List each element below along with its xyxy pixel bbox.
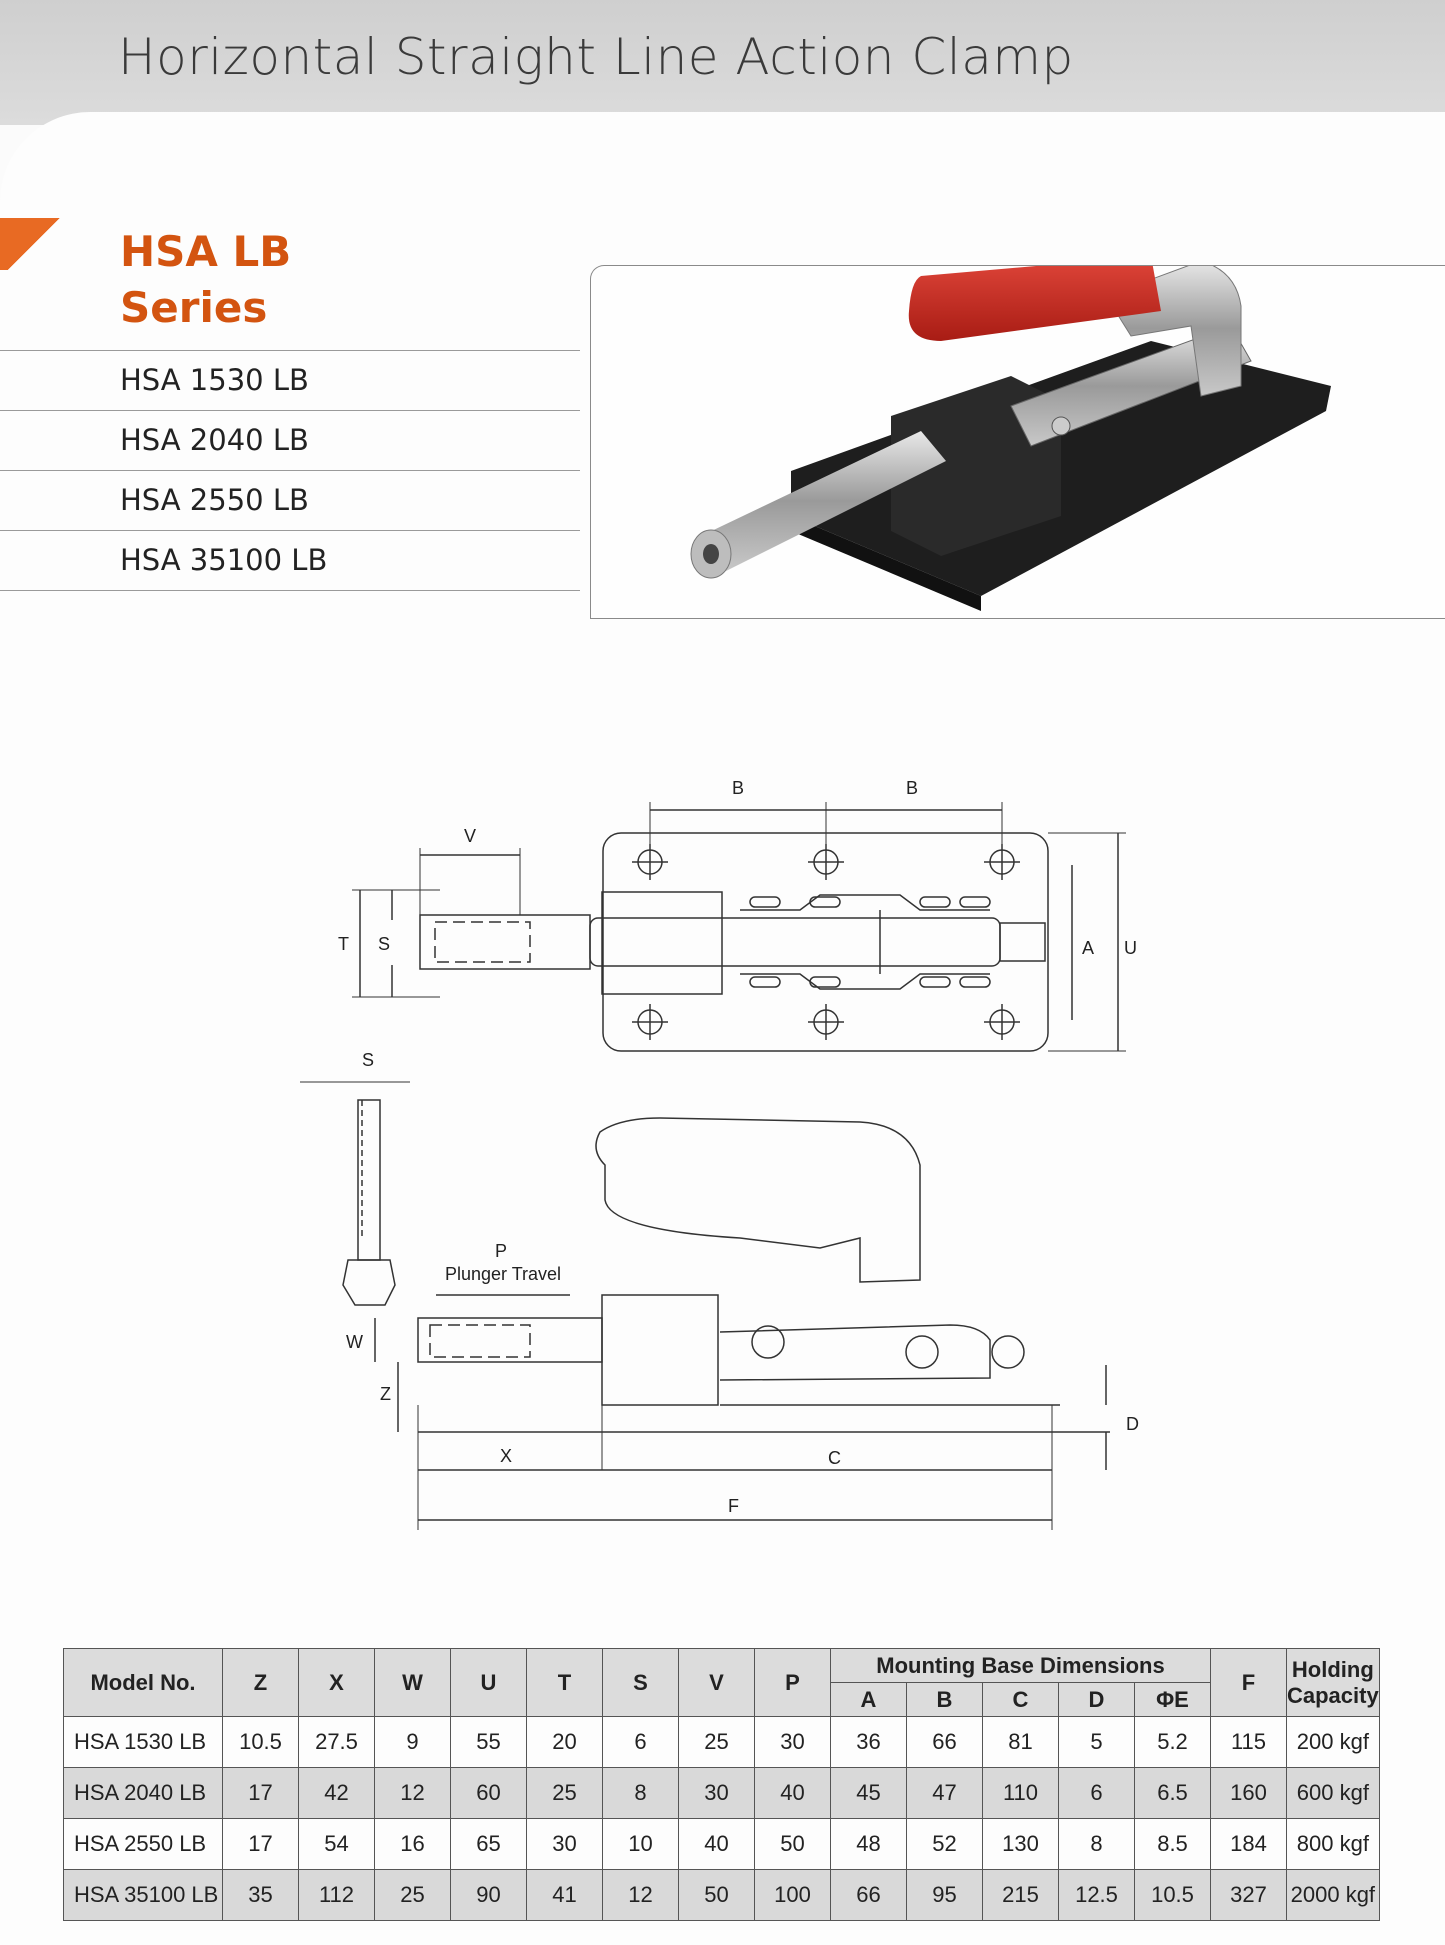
cell-value: 10.5: [223, 1717, 299, 1768]
cell-value: 66: [831, 1870, 907, 1921]
header-col: S: [603, 1649, 679, 1717]
cell-value: 30: [755, 1717, 831, 1768]
clamp-product-illustration: [591, 266, 1445, 618]
cell-value: 8: [603, 1768, 679, 1819]
cell-value: 40: [679, 1819, 755, 1870]
header-col: U: [451, 1649, 527, 1717]
header-holding-capacity: Holding Capacity: [1287, 1649, 1380, 1717]
product-photo-frame: [590, 265, 1445, 619]
cell-value: 130: [983, 1819, 1059, 1870]
end-view: [300, 1082, 410, 1305]
cell-value: 81: [983, 1717, 1059, 1768]
header-col: X: [299, 1649, 375, 1717]
model-item: HSA 2040 LB: [0, 410, 580, 470]
cell-value: 112: [299, 1870, 375, 1921]
header-col: C: [983, 1683, 1059, 1717]
header-col: A: [831, 1683, 907, 1717]
dim-label-s-end: S: [362, 1050, 375, 1070]
cell-value: 50: [679, 1870, 755, 1921]
cell-value: 12: [603, 1870, 679, 1921]
table-body: [64, 1717, 1380, 1921]
cell-value: 6.5: [1135, 1768, 1211, 1819]
table-row: [64, 1768, 1380, 1819]
cell-value: 115: [1211, 1717, 1287, 1768]
cell-value: 25: [375, 1870, 451, 1921]
cell-value: 35: [223, 1870, 299, 1921]
header-col: V: [679, 1649, 755, 1717]
side-view-labels: [346, 1241, 1139, 1516]
model-item: HSA 2550 LB: [0, 470, 580, 530]
header-col: T: [527, 1649, 603, 1717]
dim-label-z: Z: [380, 1384, 391, 1404]
dim-label-u: U: [1124, 938, 1137, 958]
header-col: ΦE: [1135, 1683, 1211, 1717]
header-model: Model No.: [64, 1649, 223, 1717]
cell-model: HSA 35100 LB: [64, 1870, 223, 1921]
cell-value: 12.5: [1059, 1870, 1135, 1921]
cell-value: 10.5: [1135, 1870, 1211, 1921]
header-col: Z: [223, 1649, 299, 1717]
cell-value: 20: [527, 1717, 603, 1768]
header-col: F: [1211, 1649, 1287, 1717]
cell-value: 17: [223, 1819, 299, 1870]
cell-value: 45: [831, 1768, 907, 1819]
series-title-line1: HSA LB: [120, 227, 292, 276]
dim-label-t: T: [338, 934, 349, 954]
header-col: D: [1059, 1683, 1135, 1717]
cell-value: 10: [603, 1819, 679, 1870]
dim-label-s: S: [378, 934, 391, 954]
cell-value: 30: [527, 1819, 603, 1870]
cell-value: 100: [755, 1870, 831, 1921]
header-col: B: [907, 1683, 983, 1717]
dim-label-w: W: [346, 1332, 363, 1352]
specification-table: [63, 1648, 1380, 1921]
mounting-hole: [808, 1004, 844, 1040]
cell-value: 54: [299, 1819, 375, 1870]
cell-value: 50: [755, 1819, 831, 1870]
cell-value: 66: [907, 1717, 983, 1768]
cell-value: 27.5: [299, 1717, 375, 1768]
series-title-line2: Series: [120, 283, 268, 332]
cell-holding-capacity: 2000 kgf: [1287, 1870, 1380, 1921]
dim-label-b: B: [732, 778, 745, 798]
cell-value: 12: [375, 1768, 451, 1819]
dim-label-x: X: [500, 1446, 513, 1466]
mounting-hole: [632, 1004, 668, 1040]
cell-value: 327: [1211, 1870, 1287, 1921]
cell-value: 5: [1059, 1717, 1135, 1768]
cell-value: 41: [527, 1870, 603, 1921]
cell-value: 8.5: [1135, 1819, 1211, 1870]
cell-value: 55: [451, 1717, 527, 1768]
model-list: [0, 350, 580, 591]
dim-label-c: C: [828, 1448, 841, 1468]
cell-value: 30: [679, 1768, 755, 1819]
cell-value: 36: [831, 1717, 907, 1768]
cell-value: 95: [907, 1870, 983, 1921]
cell-value: 6: [1059, 1768, 1135, 1819]
cell-value: 8: [1059, 1819, 1135, 1870]
header-col: P: [755, 1649, 831, 1717]
cell-value: 25: [527, 1768, 603, 1819]
plunger-travel-label: Plunger Travel: [445, 1264, 562, 1284]
cell-holding-capacity: 200 kgf: [1287, 1717, 1380, 1768]
technical-drawing: [300, 760, 1160, 1550]
cell-value: 215: [983, 1870, 1059, 1921]
cell-value: 48: [831, 1819, 907, 1870]
cell-value: 5.2: [1135, 1717, 1211, 1768]
cell-value: 16: [375, 1819, 451, 1870]
side-view: [375, 1118, 1110, 1530]
cell-value: 42: [299, 1768, 375, 1819]
cell-value: 25: [679, 1717, 755, 1768]
model-item: HSA 35100 LB: [0, 530, 580, 591]
cell-value: 90: [451, 1870, 527, 1921]
cell-value: 6: [603, 1717, 679, 1768]
cell-value: 160: [1211, 1768, 1287, 1819]
dim-label-v: V: [464, 826, 477, 846]
table-row: [64, 1870, 1380, 1921]
cell-value: 110: [983, 1768, 1059, 1819]
dim-label-f: F: [728, 1496, 739, 1516]
cell-value: 65: [451, 1819, 527, 1870]
cell-value: 52: [907, 1819, 983, 1870]
mounting-hole: [984, 1004, 1020, 1040]
cell-model: HSA 2040 LB: [64, 1768, 223, 1819]
cell-model: HSA 1530 LB: [64, 1717, 223, 1768]
cell-value: 9: [375, 1717, 451, 1768]
dim-label-d: D: [1126, 1414, 1139, 1434]
model-item: HSA 1530 LB: [0, 350, 580, 410]
series-title: [120, 224, 291, 336]
header-mounting-group: Mounting Base Dimensions: [831, 1649, 1211, 1683]
top-view-labels: [338, 778, 1137, 958]
cell-model: HSA 2550 LB: [64, 1819, 223, 1870]
cell-holding-capacity: 800 kgf: [1287, 1819, 1380, 1870]
orange-accent-mark: [0, 218, 72, 270]
page-title: Horizontal Straight Line Action Clamp: [118, 28, 1074, 86]
cell-holding-capacity: 600 kgf: [1287, 1768, 1380, 1819]
dim-label-a: A: [1082, 938, 1095, 958]
table-row: [64, 1819, 1380, 1870]
cell-value: 60: [451, 1768, 527, 1819]
cell-value: 47: [907, 1768, 983, 1819]
dim-label-b: B: [906, 778, 919, 798]
header-col: W: [375, 1649, 451, 1717]
dim-label-p: P: [495, 1241, 508, 1261]
cell-value: 17: [223, 1768, 299, 1819]
cell-value: 40: [755, 1768, 831, 1819]
cell-value: 184: [1211, 1819, 1287, 1870]
table-row: [64, 1717, 1380, 1768]
